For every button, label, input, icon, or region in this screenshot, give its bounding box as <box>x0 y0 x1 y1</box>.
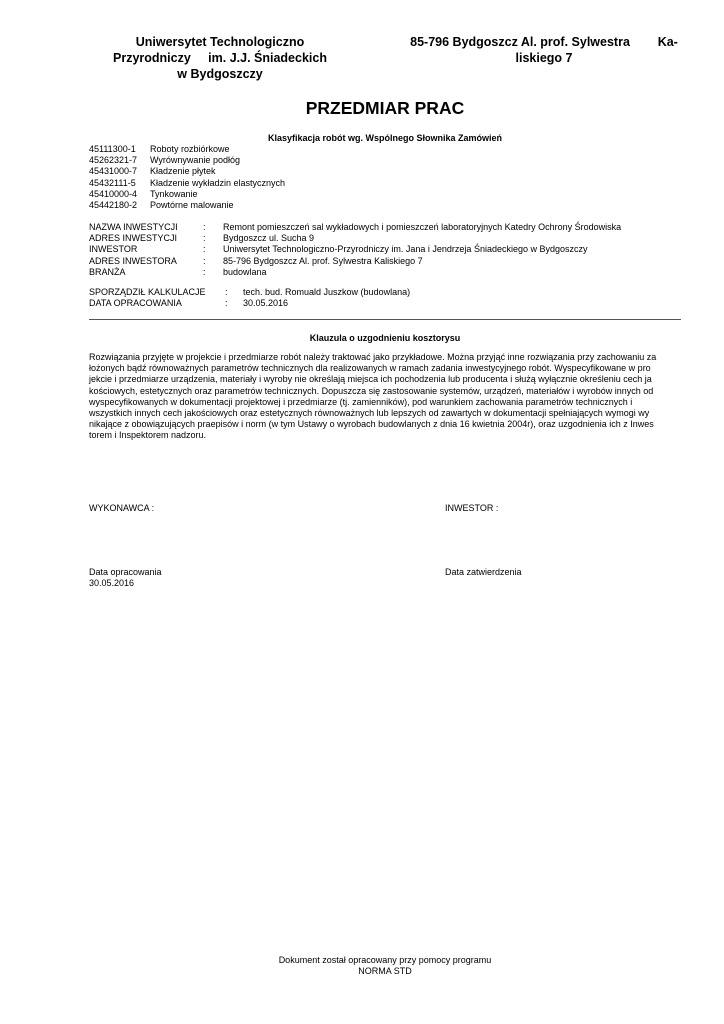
prep-value: 30.05.2016 <box>243 298 289 309</box>
cpv-code: 45432111-5 <box>89 177 136 188</box>
institution-address <box>408 34 680 66</box>
prep-row-date <box>89 298 410 309</box>
classification-title: Klasyfikacja robót wg. Wspólnego Słownika Zamówień <box>267 133 503 143</box>
prep-colon: : <box>225 298 228 309</box>
info-row-investor <box>89 244 621 255</box>
contractor-label: WYKONAWCA : <box>89 503 155 513</box>
cpv-code-list <box>89 144 285 211</box>
info-colon: : <box>203 222 206 232</box>
info-value: budowlana <box>223 266 267 277</box>
clause-body <box>89 352 689 442</box>
footer-line-1: Dokument został opracowany przy pomocy programu <box>278 955 492 965</box>
cpv-name: Wyrównywanie podłóg <box>150 155 240 166</box>
clause-line: wszystkich innych cech jakościowych oraz estetycznych równoważnych lub lepszych od zawartych w dokumentacji spełniających wymogi wy <box>89 408 650 419</box>
cpv-code: 45111300-1 <box>89 144 136 154</box>
cpv-name: Roboty rozbiórkowe <box>150 144 230 154</box>
prep-label: SPORZĄDZIŁ KALKULACJE <box>89 287 206 297</box>
cpv-code: 45410000-4 <box>89 188 138 199</box>
preparation-date-label: Data opracowania <box>89 567 162 577</box>
document-title: PRZEDMIAR PRAC <box>305 98 465 118</box>
address-line-1: 85-796 Bydgoszcz Al. prof. Sylwestra Ka- <box>410 35 678 49</box>
info-value: Bydgoszcz ul. Sucha 9 <box>223 233 315 244</box>
info-row-investor-address <box>89 256 621 267</box>
clause-line: Rozwiązania przyjęte w projekcie i przedmiarze robót należy traktować jako przykładowe. Można przyjąć inne rozwiązania przy zachowaniu za <box>89 352 657 362</box>
approval-date-label: Data zatwierdzenia <box>445 567 522 577</box>
info-label: NAZWA INWESTYCJI <box>89 222 178 232</box>
info-label: ADRES INWESTORA <box>89 255 177 266</box>
info-label: ADRES INWESTYCJI <box>89 233 178 244</box>
cpv-code: 45431000-7 <box>89 166 138 177</box>
clause-title: Klauzula o uzgodnieniu kosztorysu <box>309 333 461 343</box>
prep-colon: : <box>225 287 228 297</box>
list-item <box>89 200 285 211</box>
info-value: Remont pomieszczeń sal wykładowych i pomieszczeń laboratoryjnych Katedry Ochrony Środowiska <box>223 222 622 232</box>
prep-label: DATA OPRACOWANIA <box>89 298 182 309</box>
institution-name <box>100 34 340 82</box>
institution-line-3: w Bydgoszczy <box>177 67 263 81</box>
cpv-name: Tynkowanie <box>150 188 198 199</box>
cpv-name: Kładzenie wykładzin elastycznych <box>150 177 286 188</box>
info-row-branch <box>89 267 621 278</box>
cpv-code: 45442180-2 <box>89 200 138 211</box>
info-label: INWESTOR <box>89 244 138 255</box>
clause-line: torem i Inspektorem nadzoru. <box>89 430 207 441</box>
institution-line-1: Uniwersytet Technologiczno <box>135 35 305 49</box>
list-item <box>89 178 285 189</box>
clause-line: wyspecyfikowanych w dokumentacji projektowej i przedmiarze (tj. zamienników), pod warunkiem zachowania parametrów technicznych i <box>89 396 633 407</box>
investment-info <box>89 222 621 278</box>
info-value: Uniwersytet Technologiczno-Przyrodniczy im. Jana i Jendrzeja Śniadeckiego w Bydgoszczy <box>223 244 588 255</box>
info-colon: : <box>203 244 206 255</box>
prep-value: tech. bud. Romuald Juszkow (budowlana) <box>243 287 411 297</box>
list-item <box>89 144 285 155</box>
preparation-date-value: 30.05.2016 <box>89 578 135 589</box>
cpv-name: Powtórne malowanie <box>150 200 234 211</box>
footer-line-2: NORMA STD <box>358 966 412 977</box>
info-row-name <box>89 222 621 233</box>
clause-line: jekcie i przedmiarze urządzenia, materiały i wyroby nie określają miejsca ich pochodzenia lub producenta i służą wyłącznie określeniu cech ja <box>89 374 652 385</box>
footer <box>89 955 681 977</box>
list-item <box>89 155 285 166</box>
info-colon: : <box>203 266 206 277</box>
investor-label: INWESTOR : <box>445 503 499 513</box>
address-line-2: liskiego 7 <box>515 51 573 65</box>
preparation-info <box>89 287 410 309</box>
clause-line: łożonych bądź równoważnych parametrów technicznych dla realizowanych w ramach zadania inwestycyjnego robót. Wyspecyfikowane w pro <box>89 363 651 374</box>
preparation-date-block <box>89 567 162 589</box>
info-row-address <box>89 233 621 244</box>
cpv-code: 45262321-7 <box>89 155 138 166</box>
list-item <box>89 166 285 177</box>
prep-row-author <box>89 287 410 298</box>
list-item <box>89 189 285 200</box>
institution-line-2: Przyrodniczy im. J.J. Śniadeckich <box>113 51 327 65</box>
info-label: BRANŻA <box>89 266 126 277</box>
cpv-name: Kładzenie płytek <box>150 166 216 177</box>
clause-line: kościowych, estetycznych oraz parametrów technicznych. Dopuszcza się zastosowanie systemów, urządzeń, materiałów i wyrobów innych od <box>89 385 654 396</box>
clause-line: nikające z obowiązujących praepisów i norm (w tym Ustawy o wyrobach budowlanych z dnia 16 kwietnia 2004r), oraz uzgodnienia ich z Inwes <box>89 419 654 430</box>
section-divider <box>89 319 681 320</box>
info-colon: : <box>203 233 206 244</box>
info-value: 85-796 Bydgoszcz Al. prof. Sylwestra Kaliskiego 7 <box>223 255 423 266</box>
info-colon: : <box>203 255 206 266</box>
